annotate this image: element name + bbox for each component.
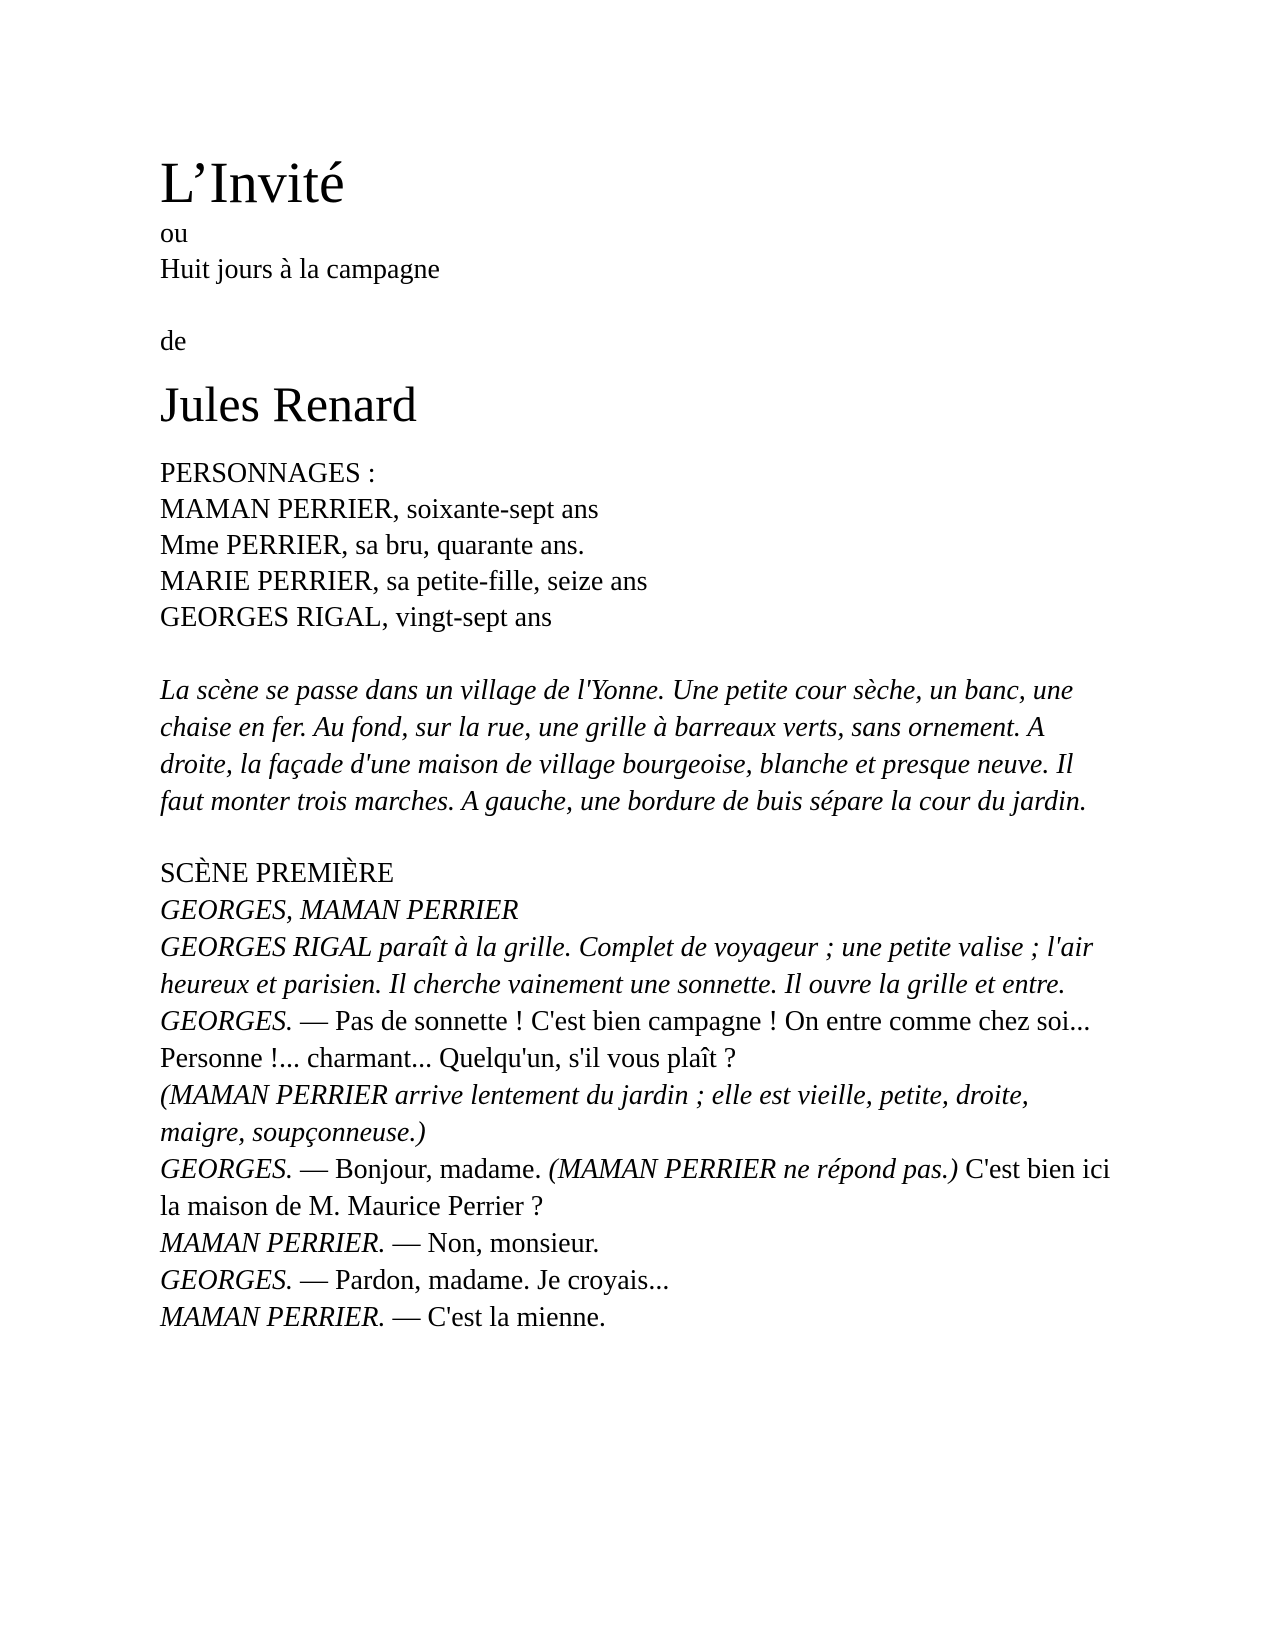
document-page (160, 150, 1120, 1336)
speaker-name: GEORGES. (160, 1154, 293, 1185)
dialogue-text: — Pas de sonnette ! C'est bien campagne ! On entre comme chez soi... Personne !... charmant... Quelqu'un, s'il vous plaît ? (160, 1006, 1091, 1074)
speaker-name: MAMAN PERRIER. (160, 1228, 386, 1259)
stage-direction: (MAMAN PERRIER arrive lentement du jardin ; elle est vieille, petite, droite, maigre, soupçonneuse.) (160, 1080, 1029, 1148)
dialogue-text: — Pardon, madame. Je croyais... (292, 1265, 670, 1296)
character-entry: Mme PERRIER, sa bru, quarante ans. (160, 530, 585, 561)
author-name: Jules Renard (160, 376, 417, 432)
personnages-heading: PERSONNAGES : (160, 458, 376, 489)
dialogue-text: — Bonjour, madame. (292, 1154, 549, 1185)
stage-direction: GEORGES RIGAL paraît à la grille. Complet de voyageur ; une petite valise ; l'air heureux et parisien. Il cherche vainement une sonnette. Il ouvre la grille et entre. (160, 932, 1094, 1000)
scene-heading: SCÈNE PREMIÈRE (160, 858, 395, 889)
speaker-name: GEORGES. (160, 1265, 293, 1296)
stage-aside: (MAMAN PERRIER ne répond pas.) (548, 1154, 959, 1185)
dialogue-line (160, 1225, 1120, 1262)
subtitle: Huit jours à la campagne (160, 254, 440, 285)
dialogue-line (160, 1262, 1120, 1299)
character-entry: GEORGES RIGAL, vingt-sept ans (160, 602, 552, 633)
character-entry: MAMAN PERRIER, soixante-sept ans (160, 494, 599, 525)
character-entry: MARIE PERRIER, sa petite-fille, seize ans (160, 566, 648, 597)
dialogue-line (160, 1003, 1120, 1077)
dialogue-line (160, 1299, 1120, 1336)
dialogue-line (160, 1151, 1120, 1225)
scene-cast: GEORGES, MAMAN PERRIER (160, 895, 519, 926)
play-title: L’Invité (160, 150, 345, 215)
by-label: de (160, 326, 187, 357)
dialogue-text: — C'est la mienne. (385, 1302, 606, 1333)
speaker-name: MAMAN PERRIER. (160, 1302, 386, 1333)
subtitle-ou: ou (160, 218, 188, 249)
speaker-name: GEORGES. (160, 1006, 293, 1037)
setting-description: La scène se passe dans un village de l'Yonne. Une petite cour sèche, un banc, une chaise en fer. Au fond, sur la rue, une grille à barreaux verts, sans ornement. A droite, la façade d'une maison de village bourgeoise, blanche et presque neuve. Il faut monter trois marches. A gauche, une bordure de buis sépare la cour du jardin. (160, 675, 1087, 817)
dialogue-text: C'est bien ici la maison de M. Maurice Perrier ? (160, 1154, 1111, 1222)
dialogue-text: — Non, monsieur. (385, 1228, 600, 1259)
